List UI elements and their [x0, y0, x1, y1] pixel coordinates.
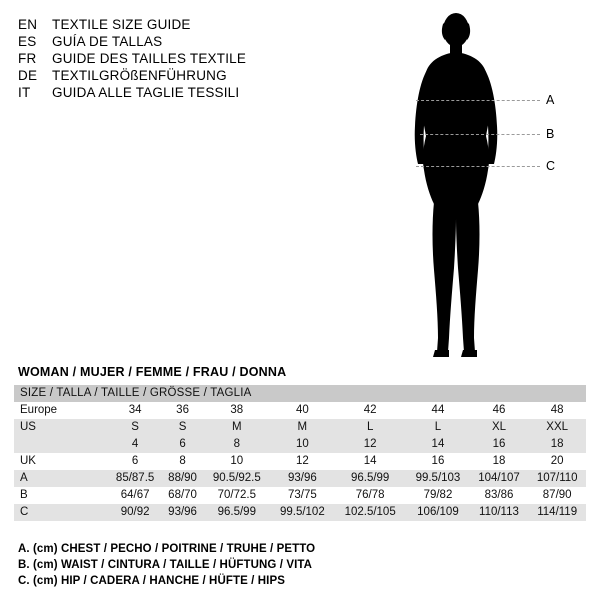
row-label: B	[14, 487, 108, 504]
table-row	[14, 504, 586, 521]
language-row	[18, 33, 348, 50]
language-row	[18, 50, 348, 67]
cell: 102.5/105	[334, 504, 406, 521]
cell: 110/113	[470, 504, 529, 521]
language-code: EN	[18, 17, 38, 32]
cell: 96.5/99	[203, 504, 271, 521]
footnote-c: C. (cm) HIP / CADERA / HANCHE / HÜFTE / HIPS	[18, 575, 286, 587]
cell: 87/90	[528, 487, 586, 504]
cell: 90/92	[108, 504, 162, 521]
table-row	[14, 419, 586, 436]
cell: 18	[470, 453, 529, 470]
cell: S	[108, 419, 162, 436]
cell: 88/90	[162, 470, 203, 487]
cell: 64/67	[108, 487, 162, 504]
measure-line-hip	[416, 166, 540, 167]
cell: 20	[528, 453, 586, 470]
language-code: DE	[18, 68, 38, 83]
measure-label-c: C	[546, 159, 556, 173]
cell: L	[406, 419, 469, 436]
cell: 14	[334, 453, 406, 470]
measure-line-waist	[420, 134, 540, 135]
cell: 99.5/103	[406, 470, 469, 487]
cell: 40	[271, 402, 334, 419]
cell: 6	[162, 436, 203, 453]
language-title: TEXTILE SIZE GUIDE	[52, 17, 191, 32]
language-code: FR	[18, 51, 37, 66]
language-code: IT	[18, 85, 31, 100]
cell: 6	[108, 453, 162, 470]
cell: 38	[203, 402, 271, 419]
language-title: GUÍA DE TALLAS	[52, 34, 163, 49]
cell: 104/107	[470, 470, 529, 487]
language-title-block	[18, 16, 348, 101]
cell: 8	[162, 453, 203, 470]
cell: 48	[528, 402, 586, 419]
cell: 10	[271, 436, 334, 453]
cell: M	[203, 419, 271, 436]
cell: 8	[203, 436, 271, 453]
cell: 10	[203, 453, 271, 470]
cell: 107/110	[528, 470, 586, 487]
cell: 85/87.5	[108, 470, 162, 487]
cell: 12	[271, 453, 334, 470]
cell: 44	[406, 402, 469, 419]
size-table	[14, 385, 586, 521]
cell: 114/119	[528, 504, 586, 521]
cell: 16	[406, 453, 469, 470]
row-label: A	[14, 470, 108, 487]
cell: L	[334, 419, 406, 436]
cell: 106/109	[406, 504, 469, 521]
language-title: TEXTILGRÖßENFÜHRUNG	[52, 68, 227, 83]
cell: 46	[470, 402, 529, 419]
body-figure-area	[380, 8, 590, 368]
cell: XL	[470, 419, 529, 436]
footnote-b: B. (cm) WAIST / CINTURA / TAILLE / HÜFTUNG / VITA	[18, 559, 313, 571]
cell: 96.5/99	[334, 470, 406, 487]
cell: S	[162, 419, 203, 436]
cell: XXL	[528, 419, 586, 436]
cell: 18	[528, 436, 586, 453]
row-label	[14, 436, 108, 453]
footnote-a: A. (cm) CHEST / PECHO / POITRINE / TRUHE / PETTO	[18, 543, 316, 555]
cell: 70/72.5	[203, 487, 271, 504]
gender-title: WOMAN / MUJER / FEMME / FRAU / DONNA	[18, 365, 287, 379]
cell: 93/96	[162, 504, 203, 521]
cell: 34	[108, 402, 162, 419]
row-label: UK	[14, 453, 108, 470]
cell: 12	[334, 436, 406, 453]
cell: 79/82	[406, 487, 469, 504]
table-row	[14, 436, 586, 453]
language-code: ES	[18, 34, 37, 49]
footnotes	[18, 541, 578, 589]
row-label: C	[14, 504, 108, 521]
measure-label-b: B	[546, 127, 555, 141]
cell: 4	[108, 436, 162, 453]
cell: 93/96	[271, 470, 334, 487]
table-header-label: SIZE / TALLA / TAILLE / GRÖSSE / TAGLIA	[14, 385, 586, 402]
cell: M	[271, 419, 334, 436]
cell: 99.5/102	[271, 504, 334, 521]
language-title: GUIDE DES TAILLES TEXTILE	[52, 51, 247, 66]
row-label: US	[14, 419, 108, 436]
cell: 76/78	[334, 487, 406, 504]
language-row	[18, 84, 348, 101]
measure-label-a: A	[546, 93, 555, 107]
cell: 42	[334, 402, 406, 419]
cell: 16	[470, 436, 529, 453]
cell: 90.5/92.5	[203, 470, 271, 487]
measure-line-chest	[416, 100, 540, 101]
language-title: GUIDA ALLE TAGLIE TESSILI	[52, 85, 240, 100]
cell: 83/86	[470, 487, 529, 504]
table-header-row	[14, 385, 586, 402]
table-row	[14, 470, 586, 487]
table-row	[14, 402, 586, 419]
language-row	[18, 67, 348, 84]
cell: 73/75	[271, 487, 334, 504]
table-row	[14, 487, 586, 504]
cell: 14	[406, 436, 469, 453]
language-row	[18, 16, 348, 33]
table-row	[14, 453, 586, 470]
cell: 68/70	[162, 487, 203, 504]
row-label: Europe	[14, 402, 108, 419]
cell: 36	[162, 402, 203, 419]
female-silhouette-icon	[380, 8, 590, 368]
